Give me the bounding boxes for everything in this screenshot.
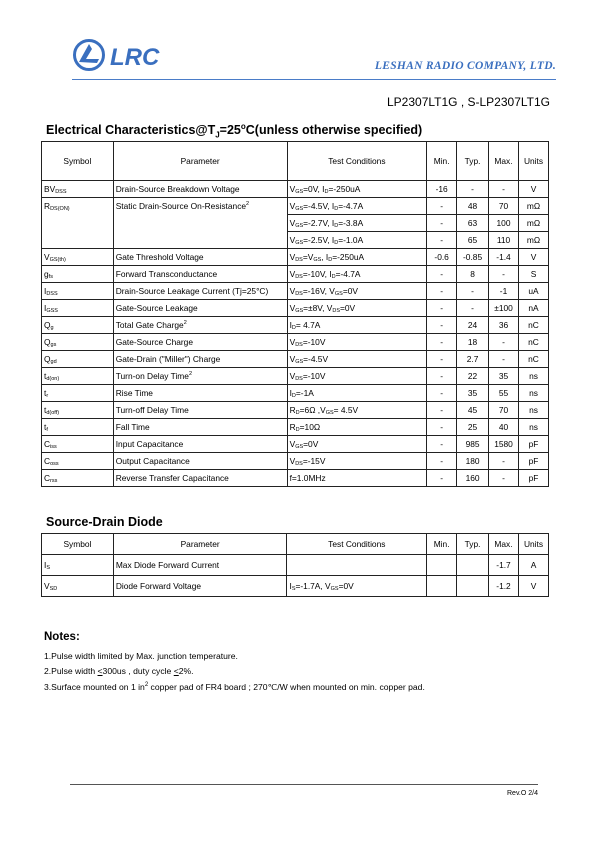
- cell-parameter: Total Gate Charge$^2$: [113, 317, 287, 334]
- cell-symbol: $I_{DSS}$: [42, 283, 114, 300]
- cell-max: 1580: [489, 436, 519, 453]
- cell-max: -: [489, 351, 519, 368]
- table-row: [42, 470, 549, 487]
- cell-units: ns: [518, 402, 548, 419]
- cell-symbol: $V_{SD}$: [42, 576, 114, 597]
- cell-conditions: $V_{DS}=-16V$, $V_{GS}=0V$: [287, 283, 427, 300]
- cell-parameter: Gate Threshold Voltage: [113, 249, 287, 266]
- cell-min: -: [427, 198, 457, 215]
- cell-max: -: [489, 453, 519, 470]
- note-3: 3.Surface mounted on 1 $in^2$ copper pad of FR4 board ; 270℃/W when mounted on min. copper pad.: [44, 682, 425, 692]
- cell-symbol: [42, 232, 114, 249]
- cell-min: -: [427, 453, 457, 470]
- cell-units: mΩ: [518, 198, 548, 215]
- cell-typ: 24: [457, 317, 489, 334]
- cell-conditions: $V_{DS}=V_{GS}$, $I_D=-250uA$: [287, 249, 427, 266]
- cell-max: 100: [489, 215, 519, 232]
- cell-parameter: Turn-on Delay Time$^2$: [113, 368, 287, 385]
- cell-max: -1.2: [489, 576, 519, 597]
- cell-conditions: [287, 555, 427, 576]
- cell-units: pF: [518, 470, 548, 487]
- cell-max: -: [489, 470, 519, 487]
- cell-max: 70: [489, 198, 519, 215]
- cell-min: -: [427, 266, 457, 283]
- cell-symbol: $C_{iss}$: [42, 436, 114, 453]
- header-min: Min.: [427, 534, 457, 555]
- cell-typ: 8: [457, 266, 489, 283]
- cell-typ: 22: [457, 368, 489, 385]
- header-parameter: Parameter: [113, 142, 287, 181]
- cell-symbol: $t_r$: [42, 385, 114, 402]
- cell-units: S: [518, 266, 548, 283]
- header-units: Units: [518, 142, 548, 181]
- cell-parameter: Max Diode Forward Current: [113, 555, 287, 576]
- cell-conditions: $I_D=-1A$: [287, 385, 427, 402]
- header-symbol: Symbol: [42, 142, 114, 181]
- cell-max: ±100: [489, 300, 519, 317]
- cell-units: ns: [518, 385, 548, 402]
- logo-text: LRC: [110, 44, 160, 71]
- cell-parameter: Forward Transconductance: [113, 266, 287, 283]
- company-logo: [72, 38, 182, 72]
- cell-max: 36: [489, 317, 519, 334]
- cell-symbol: $Q_g$: [42, 317, 114, 334]
- cell-units: pF: [518, 453, 548, 470]
- table-row: [42, 351, 549, 368]
- notes-title: Notes:: [44, 631, 80, 643]
- cell-min: -0.6: [427, 249, 457, 266]
- table-row: [42, 419, 549, 436]
- cell-units: mΩ: [518, 215, 548, 232]
- cell-max: -: [489, 334, 519, 351]
- cell-conditions: $I_D= 4.7A$: [287, 317, 427, 334]
- cell-symbol: $I_S$: [42, 555, 114, 576]
- cell-conditions: $V_{GS}=-2.5V$, $I_D=-1.0A$: [287, 232, 427, 249]
- diode-title: Source-Drain Diode: [46, 515, 163, 529]
- cell-units: V: [518, 576, 548, 597]
- electrical-title: Electrical $Characteristics@T_J=25^oC(unless$ otherwise specified): [46, 122, 423, 140]
- header-max: Max.: [489, 142, 519, 181]
- cell-max: -1.7: [489, 555, 519, 576]
- cell-conditions: $R_D=10\Omega$: [287, 419, 427, 436]
- header-conditions: Test Conditions: [287, 534, 427, 555]
- cell-conditions: $V_{GS}=-4.5V$, $I_D=-4.7A$: [287, 198, 427, 215]
- cell-max: 110: [489, 232, 519, 249]
- cell-typ: 2.7: [457, 351, 489, 368]
- part-number: LP2307LT1G , S-LP2307LT1G: [387, 95, 550, 109]
- cell-min: -: [427, 317, 457, 334]
- cell-parameter: Diode Forward Voltage: [113, 576, 287, 597]
- cell-typ: 48: [457, 198, 489, 215]
- cell-max: 55: [489, 385, 519, 402]
- cell-parameter: Reverse Transfer Capacitance: [113, 470, 287, 487]
- cell-min: -: [427, 368, 457, 385]
- cell-min: -: [427, 470, 457, 487]
- table-row: [42, 232, 549, 249]
- header-symbol: Symbol: [42, 534, 114, 555]
- cell-min: -: [427, 232, 457, 249]
- cell-typ: 180: [457, 453, 489, 470]
- cell-parameter: Input Capacitance: [113, 436, 287, 453]
- cell-parameter: [113, 215, 287, 232]
- cell-parameter: Rise Time: [113, 385, 287, 402]
- cell-parameter: Gate-Drain ("Miller") Charge: [113, 351, 287, 368]
- cell-symbol: $C_{rss}$: [42, 470, 114, 487]
- cell-min: -: [427, 351, 457, 368]
- cell-units: uA: [518, 283, 548, 300]
- cell-parameter: Static Drain-Source On-Resistance$^2$: [113, 198, 287, 215]
- cell-parameter: Gate-Source Leakage: [113, 300, 287, 317]
- table-row: [42, 181, 549, 198]
- header-typ: Typ.: [457, 534, 489, 555]
- cell-min: -: [427, 436, 457, 453]
- cell-min: -: [427, 334, 457, 351]
- cell-typ: 25: [457, 419, 489, 436]
- cell-parameter: Gate-Source Charge: [113, 334, 287, 351]
- source-drain-diode-table: [41, 533, 549, 597]
- table-row: [42, 402, 549, 419]
- cell-conditions: $I_S=-1.7A$, $V_{GS}=0V$: [287, 576, 427, 597]
- cell-symbol: $R_{DS(ON)}$: [42, 198, 114, 215]
- cell-max: -: [489, 266, 519, 283]
- cell-conditions: $V_{DS}=-10V$: [287, 368, 427, 385]
- table-row: [42, 385, 549, 402]
- cell-symbol: $Q_{gd}$: [42, 351, 114, 368]
- page-revision: Rev.O 2/4: [507, 790, 538, 797]
- cell-min: -: [427, 215, 457, 232]
- cell-units: nC: [518, 317, 548, 334]
- cell-max: 35: [489, 368, 519, 385]
- table-row: [42, 436, 549, 453]
- header-min: Min.: [427, 142, 457, 181]
- cell-units: V: [518, 181, 548, 198]
- table-header-row: [42, 534, 549, 555]
- cell-typ: 18: [457, 334, 489, 351]
- footer-divider: [70, 784, 538, 785]
- table-row: [42, 198, 549, 215]
- cell-min: -16: [427, 181, 457, 198]
- note-2: 2.Pulse width <300us , duty cycle <2%.: [44, 666, 194, 676]
- cell-min: -: [427, 385, 457, 402]
- cell-conditions: $V_{DS}=-10V$, $I_D=-4.7A$: [287, 266, 427, 283]
- cell-conditions: $V_{GS}=-2.7V$, $I_D=-3.8A$: [287, 215, 427, 232]
- cell-units: nA: [518, 300, 548, 317]
- cell-typ: 65: [457, 232, 489, 249]
- cell-units: mΩ: [518, 232, 548, 249]
- cell-min: -: [427, 283, 457, 300]
- cell-units: ns: [518, 419, 548, 436]
- cell-typ: 160: [457, 470, 489, 487]
- electrical-characteristics-table: [41, 141, 549, 487]
- cell-symbol: $V_{GS(th)}$: [42, 249, 114, 266]
- cell-symbol: $g_{fs}$: [42, 266, 114, 283]
- table-row: [42, 215, 549, 232]
- cell-typ: 63: [457, 215, 489, 232]
- cell-typ: 35: [457, 385, 489, 402]
- header-max: Max.: [489, 534, 519, 555]
- table-row: [42, 283, 549, 300]
- cell-parameter: Drain-Source Leakage Current (Tj=25°C): [113, 283, 287, 300]
- cell-min: [427, 576, 457, 597]
- table-row: [42, 453, 549, 470]
- cell-conditions: $V_{GS}=0V$: [287, 436, 427, 453]
- cell-typ: [457, 555, 489, 576]
- cell-units: V: [518, 249, 548, 266]
- cell-typ: -: [457, 283, 489, 300]
- header-conditions: Test Conditions: [287, 142, 427, 181]
- cell-min: -: [427, 402, 457, 419]
- cell-symbol: $BV_{DSS}$: [42, 181, 114, 198]
- cell-conditions: $V_{GS}=-4.5V$: [287, 351, 427, 368]
- cell-symbol: $t_f$: [42, 419, 114, 436]
- table-row: [42, 249, 549, 266]
- cell-symbol: $t_{d(off)}$: [42, 402, 114, 419]
- table-row: [42, 317, 549, 334]
- table-row: [42, 555, 549, 576]
- cell-conditions: $R_D=6\Omega$ $,V_{GS}= 4.5V$: [287, 402, 427, 419]
- cell-max: 40: [489, 419, 519, 436]
- cell-conditions: $V_{DS}=-10V$: [287, 334, 427, 351]
- cell-typ: -: [457, 181, 489, 198]
- cell-units: pF: [518, 436, 548, 453]
- cell-symbol: $Q_{gs}$: [42, 334, 114, 351]
- table-row: [42, 266, 549, 283]
- cell-max: -1: [489, 283, 519, 300]
- cell-typ: 985: [457, 436, 489, 453]
- note-1: 1.Pulse width limited by Max. junction temperature.: [44, 651, 238, 661]
- cell-parameter: Output Capacitance: [113, 453, 287, 470]
- header-units: Units: [518, 534, 548, 555]
- cell-typ: 45: [457, 402, 489, 419]
- table-row: [42, 300, 549, 317]
- cell-max: -1.4: [489, 249, 519, 266]
- cell-conditions: f=1.0MHz: [287, 470, 427, 487]
- header-parameter: Parameter: [113, 534, 287, 555]
- cell-parameter: Fall Time: [113, 419, 287, 436]
- cell-symbol: $C_{oss}$: [42, 453, 114, 470]
- cell-min: -: [427, 419, 457, 436]
- cell-symbol: [42, 215, 114, 232]
- cell-typ: -0.85: [457, 249, 489, 266]
- cell-symbol: $I_{GSS}$: [42, 300, 114, 317]
- table-row: [42, 368, 549, 385]
- table-row: [42, 334, 549, 351]
- cell-units: nC: [518, 334, 548, 351]
- cell-max: 70: [489, 402, 519, 419]
- cell-min: [427, 555, 457, 576]
- table-header-row: [42, 142, 549, 181]
- cell-parameter: Drain-Source Breakdown Voltage: [113, 181, 287, 198]
- cell-parameter: [113, 232, 287, 249]
- cell-typ: [457, 576, 489, 597]
- header-divider: [72, 79, 556, 80]
- company-name: LESHAN RADIO COMPANY, LTD.: [374, 60, 556, 72]
- cell-min: -: [427, 300, 457, 317]
- cell-conditions: $V_{GS}=0V$, $I_D=-250uA$: [287, 181, 427, 198]
- cell-symbol: $t_{d(on)}$: [42, 368, 114, 385]
- cell-units: A: [518, 555, 548, 576]
- cell-units: ns: [518, 368, 548, 385]
- table-row: [42, 576, 549, 597]
- header-typ: Typ.: [457, 142, 489, 181]
- cell-units: nC: [518, 351, 548, 368]
- cell-conditions: $V_{DS}=-15V$: [287, 453, 427, 470]
- cell-typ: -: [457, 300, 489, 317]
- cell-max: -: [489, 181, 519, 198]
- cell-conditions: $V_{GS}=\pm 8V$, $V_{DS}=0V$: [287, 300, 427, 317]
- cell-parameter: Turn-off Delay Time: [113, 402, 287, 419]
